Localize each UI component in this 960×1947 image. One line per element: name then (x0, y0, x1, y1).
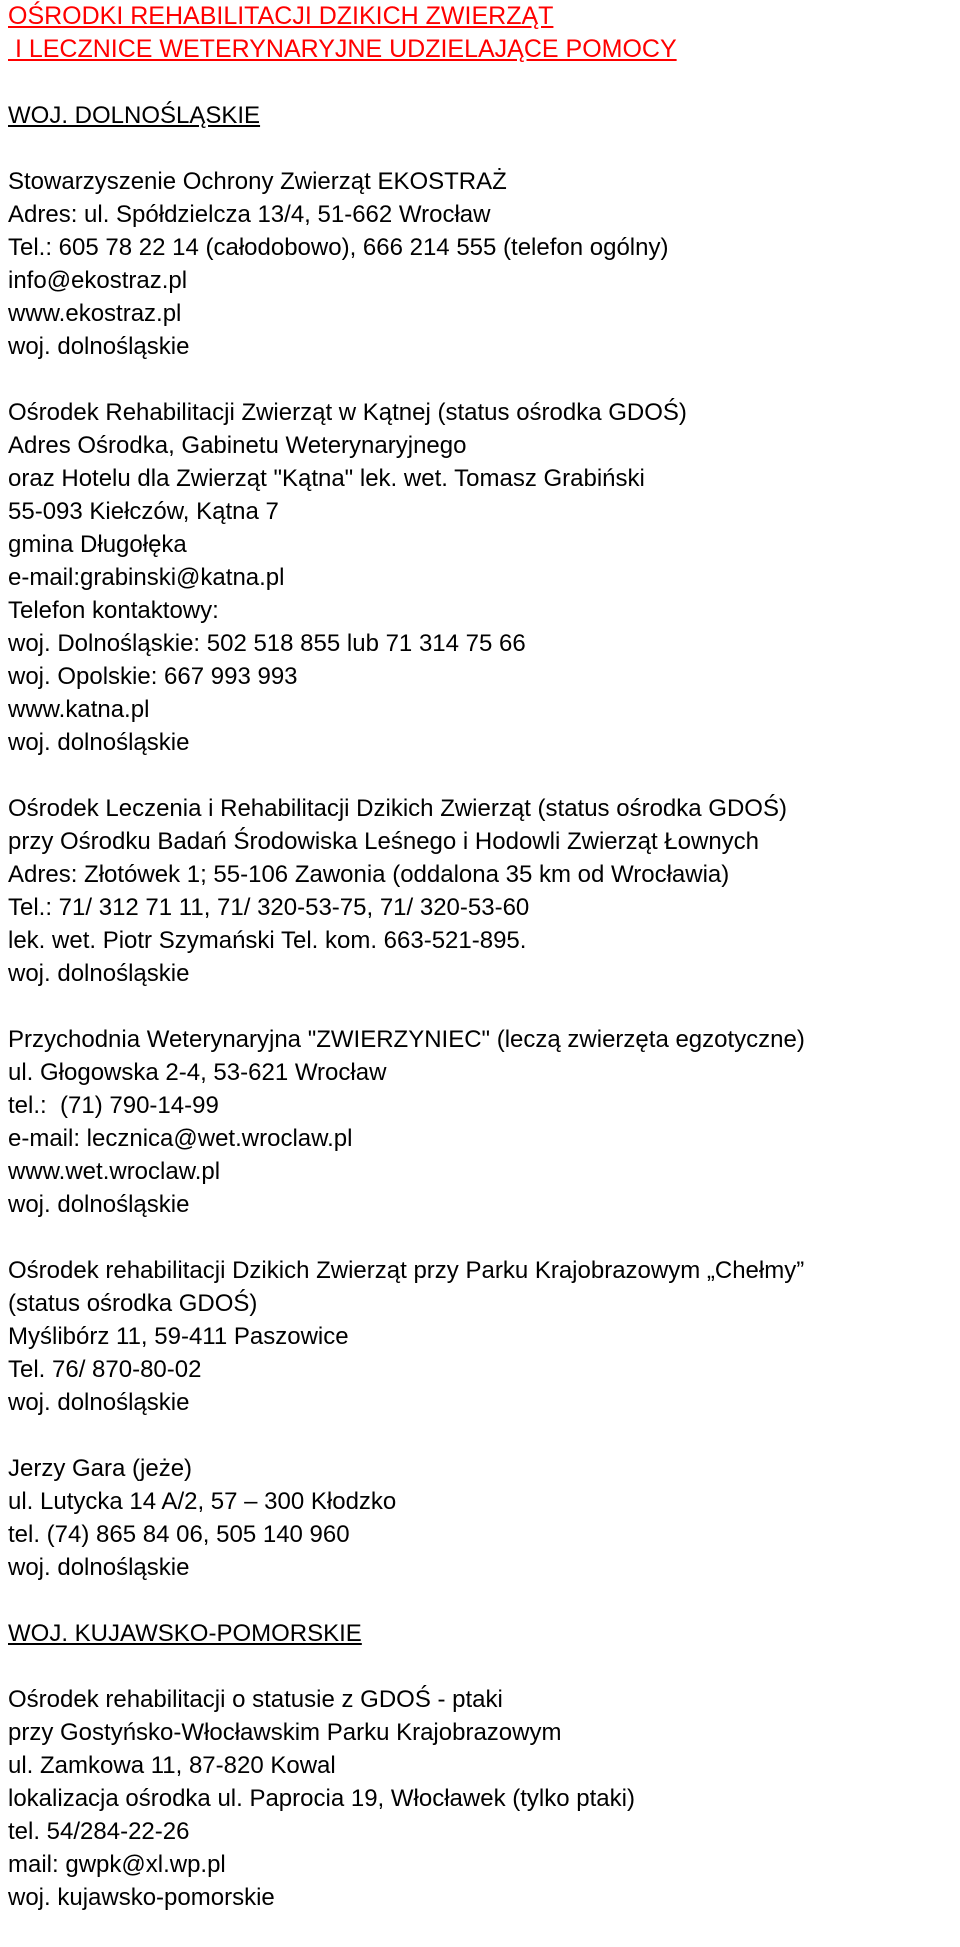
entry-line: Adres Ośrodka, Gabinetu Weterynaryjnego (8, 432, 467, 459)
entry-line: e-mail:grabinski@katna.pl (8, 564, 285, 591)
entry-line: (status ośrodka GDOŚ) (8, 1290, 258, 1317)
entry-line: tel.: (71) 790-14-99 (8, 1092, 219, 1119)
entry-line: 55-093 Kiełczów, Kątna 7 (8, 498, 279, 525)
entry-line: ul. Głogowska 2-4, 53-621 Wrocław (8, 1059, 387, 1086)
entry-line: przy Ośrodku Badań Środowiska Leśnego i Hodowli Zwierząt Łownych (8, 828, 760, 855)
contact-entry (8, 1254, 960, 1419)
spacer (8, 1650, 960, 1683)
entry-line: info@ekostraz.pl (8, 267, 188, 294)
entry-line: Ośrodek Leczenia i Rehabilitacji Dzikich Zwierząt (status ośrodka GDOŚ) (8, 795, 787, 822)
spacer (8, 66, 960, 99)
contact-entry (8, 1683, 960, 1914)
entry-line: tel. (74) 865 84 06, 505 140 960 (8, 1521, 350, 1548)
entry-line: woj. dolnośląskie (8, 333, 190, 360)
entry-line: Adres: ul. Spółdzielcza 13/4, 51-662 Wrocław (8, 201, 491, 228)
entry-line: www.katna.pl (8, 696, 150, 723)
entry-line: tel. 54/284-22-26 (8, 1818, 190, 1845)
entry-line: e-mail: lecznica@wet.wroclaw.pl (8, 1125, 353, 1152)
spacer (8, 363, 960, 396)
document-title-line-1: OŚRODKI REHABILITACJI DZIKICH ZWIERZĄT (8, 2, 554, 30)
entry-line: woj. dolnośląskie (8, 1389, 190, 1416)
spacer (8, 1584, 960, 1617)
regions-container (8, 99, 960, 1947)
entry-line: Tel.: 605 78 22 14 (całodobowo), 666 214 555 (telefon ogólny) (8, 234, 669, 261)
entry-line: Ośrodek rehabilitacji o statusie z GDOŚ - ptaki (8, 1686, 503, 1713)
entry-line: woj. dolnośląskie (8, 1191, 190, 1218)
spacer (8, 990, 960, 1023)
spacer (8, 759, 960, 792)
entry-line: Jerzy Gara (jeże) (8, 1455, 193, 1482)
entry-line: lek. wet. Piotr Szymański Tel. kom. 663-521-895. (8, 927, 527, 954)
entry-line: Adres: Złotówek 1; 55-106 Zawonia (oddalona 35 km od Wrocławia) (8, 861, 730, 888)
spacer (8, 132, 960, 165)
entry-line: www.ekostraz.pl (8, 300, 182, 327)
entry-line: Ośrodek rehabilitacji Dzikich Zwierząt przy Parku Krajobrazowym „Chełmy” (8, 1257, 805, 1284)
entry-line: woj. dolnośląskie (8, 960, 190, 987)
region-heading: WOJ. DOLNOŚLĄSKIE (8, 102, 261, 129)
entry-line: Ośrodek Rehabilitacji Zwierząt w Kątnej (status ośrodka GDOŚ) (8, 399, 687, 426)
entry-line: woj. Opolskie: 667 993 993 (8, 663, 298, 690)
entry-line: ul. Lutycka 14 A/2, 57 – 300 Kłodzko (8, 1488, 397, 1515)
entry-line: www.wet.wroclaw.pl (8, 1158, 221, 1185)
entry-line: przy Gostyńsko-Włocławskim Parku Krajobrazowym (8, 1719, 562, 1746)
entry-line: woj. dolnośląskie (8, 729, 190, 756)
contact-entry (8, 396, 960, 759)
entry-line: Myślibórz 11, 59-411 Paszowice (8, 1323, 349, 1350)
document-title-line-2: I LECZNICE WETERYNARYJNE UDZIELAJĄCE POMOCY (8, 35, 677, 63)
entry-line: mail: gwpk@xl.wp.pl (8, 1851, 226, 1878)
entry-line: Tel.: 71/ 312 71 11, 71/ 320-53-75, 71/ 320-53-60 (8, 894, 530, 921)
entry-line: Stowarzyszenie Ochrony Zwierząt EKOSTRAŻ (8, 168, 507, 195)
entry-line: woj. dolnośląskie (8, 1554, 190, 1581)
contact-entry (8, 165, 960, 363)
entry-line: woj. kujawsko-pomorskie (8, 1884, 275, 1911)
entry-line: Przychodnia Weterynaryjna "ZWIERZYNIEC" (leczą zwierzęta egzotyczne) (8, 1026, 805, 1053)
spacer (8, 1221, 960, 1254)
spacer (8, 1419, 960, 1452)
entry-line: oraz Hotelu dla Zwierząt "Kątna" lek. wet. Tomasz Grabiński (8, 465, 645, 492)
entry-line: gmina Długołęka (8, 531, 187, 558)
contact-entry (8, 1023, 960, 1221)
contact-entry (8, 1452, 960, 1584)
entry-line: Tel. 76/ 870-80-02 (8, 1356, 202, 1383)
entry-line: woj. Dolnośląskie: 502 518 855 lub 71 314 75 66 (8, 630, 526, 657)
entry-line: ul. Zamkowa 11, 87-820 Kowal (8, 1752, 336, 1779)
entry-line: lokalizacja ośrodka ul. Paprocia 19, Włocławek (tylko ptaki) (8, 1785, 635, 1812)
contact-entry (8, 792, 960, 990)
entry-line: Telefon kontaktowy: (8, 597, 219, 624)
region-heading: WOJ. KUJAWSKO-POMORSKIE (8, 1620, 362, 1647)
document (8, 0, 960, 1947)
